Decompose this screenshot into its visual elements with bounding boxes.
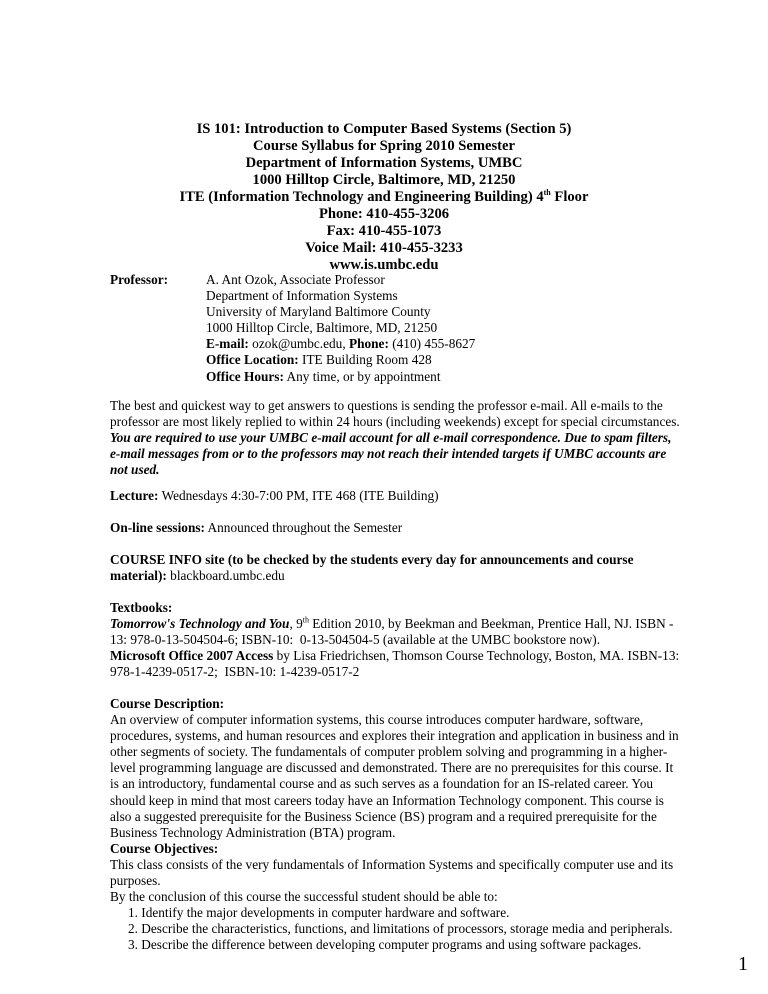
text-segment: level programming language are discussed and demonstrated. There are no prerequisites for this course. It [110, 760, 674, 776]
text-line [110, 776, 750, 792]
text-segment: other segments of society. The fundamentals of computer problem solving and programming in a higher- [110, 744, 668, 760]
text-line [206, 304, 768, 320]
text-segment: 1000 Hilltop Circle, Baltimore, MD, 21250 [206, 320, 438, 336]
text-segment: 978-1-4239-0517-2; ISBN-10: 1-4239-0517-2 [110, 664, 360, 680]
document-header [0, 121, 768, 274]
course-info-site [110, 552, 750, 584]
text-segment: , 9 [289, 616, 303, 632]
text-line [0, 155, 768, 172]
text-line [0, 189, 768, 206]
textbooks-section [110, 600, 750, 680]
text-line [110, 568, 750, 584]
text-line [206, 369, 768, 385]
text-segment: ITE (Information Technology and Engineering Building) 4 [179, 189, 544, 205]
text-segment: Phone: 410-455-3206 [318, 206, 450, 222]
text-line [110, 446, 750, 462]
text-line [110, 825, 750, 841]
text-segment: Announced throughout the Semester [204, 520, 403, 535]
text-segment: material): [110, 568, 167, 584]
text-segment: Tomorrow's Technology and You [110, 616, 290, 632]
text-line [110, 600, 750, 616]
text-segment: The best and quickest way to get answers to questions is sending the professor e-mail. All e-mails to the [110, 398, 663, 413]
text-segment: Wednesdays 4:30-7:00 PM, ITE 468 (ITE Building) [158, 488, 439, 503]
text-line [110, 696, 750, 712]
text-segment: Textbooks: [110, 600, 173, 615]
text-segment: Voice Mail: 410-455-3233 [305, 240, 463, 256]
objective-item: 1. Identify the major developments in computer hardware and software. [128, 905, 510, 920]
text-line [206, 272, 768, 288]
text-line [110, 632, 750, 648]
text-segment: Microsoft Office 2007 Access [110, 648, 274, 664]
text-line [110, 712, 750, 728]
text-segment: E-mail: [206, 336, 249, 352]
text-segment: blackboard.umbc.edu [166, 568, 285, 584]
text-segment: This class consists of the very fundamentals of Information Systems and specifically computer use and its [110, 856, 674, 872]
text-line [110, 809, 750, 825]
text-line [110, 462, 750, 478]
text-segment: You are required to use your UMBC e-mail account for all e-mail correspondence. Due to spam filters, [110, 430, 672, 446]
text-segment: Department of Information Systems [206, 288, 398, 304]
text-line [110, 430, 750, 446]
text-line [110, 744, 750, 760]
text-line [110, 616, 750, 632]
text-segment: not used. [110, 462, 160, 478]
text-line [110, 841, 750, 857]
text-line [110, 760, 750, 776]
text-segment: www.is.umbc.edu [329, 257, 439, 273]
text-line [206, 320, 768, 336]
text-segment: Fax: 410-455-1073 [326, 223, 442, 239]
page-number: 1 [738, 953, 748, 975]
text-segment: e-mail messages from or to the professors may not reach their intended targets if UMBC accounts are [110, 446, 667, 462]
text-line [206, 288, 768, 304]
text-line [110, 414, 750, 430]
text-segment: Office Location: [206, 352, 299, 368]
text-segment: IS 101: Introduction to Computer Based Systems (Section 5) [196, 121, 572, 137]
professor-label: Professor: [110, 272, 169, 287]
lecture-info [110, 488, 750, 504]
text-line [110, 857, 750, 873]
email-policy [110, 398, 750, 478]
course-description [110, 696, 750, 905]
text-segment: procedures, systems, and human resources and explores their integration and application in business and in [110, 728, 679, 744]
text-segment: Course Objectives: [110, 840, 219, 856]
text-segment: Business Technology Administration (BTA) program. [110, 824, 396, 840]
text-line [0, 223, 768, 240]
text-line [0, 138, 768, 155]
text-line [0, 121, 768, 138]
online-sessions [110, 520, 750, 536]
text-line [110, 520, 750, 536]
text-segment: 1000 Hilltop Circle, Baltimore, MD, 21250 [252, 172, 516, 188]
text-line [0, 172, 768, 189]
text-segment: Department of Information Systems, UMBC [245, 155, 523, 171]
text-line [110, 728, 750, 744]
text-segment: Lecture: [110, 488, 159, 503]
text-segment: th [543, 188, 551, 198]
text-line [110, 488, 750, 504]
text-segment: COURSE INFO site (to be checked by the students every day for announcements and course [110, 552, 634, 567]
text-segment: ITE Building Room 428 [298, 352, 432, 368]
text-segment: Any time, or by appointment [283, 368, 441, 384]
text-segment: is an introductory, fundamental course and as such serves as a foundation for an IS-related career. You [110, 776, 654, 792]
text-segment: should keep in mind that most careers today have an Information Technology component. This course is [110, 792, 664, 808]
text-segment: On-line sessions: [110, 520, 205, 535]
text-segment: Floor [550, 189, 589, 205]
objective-item: 2. Describe the characteristics, functions, and limitations of processors, storage media and peripherals. [128, 921, 673, 937]
text-line [110, 552, 750, 568]
text-segment: Course Syllabus for Spring 2010 Semester [252, 138, 516, 154]
text-segment: Phone: [348, 336, 389, 352]
text-segment: ozok@umbc.edu, [248, 336, 349, 352]
text-segment: also a suggested prerequisite for the Business Science (BS) program and a required prerequisite for the [110, 808, 657, 824]
text-segment: Office Hours: [206, 368, 284, 384]
text-line [0, 206, 768, 223]
text-segment: by Lisa Friedrichsen, Thomson Course Technology, Boston, MA. ISBN-13: [273, 648, 680, 664]
text-line [110, 793, 750, 809]
text-line [110, 648, 750, 664]
text-line [110, 873, 750, 889]
text-segment: (410) 455-8627 [388, 336, 476, 352]
text-line [206, 352, 768, 368]
text-segment: By the conclusion of this course the successful student should be able to: [110, 889, 498, 905]
text-segment: th [302, 615, 309, 625]
text-line [206, 336, 768, 352]
text-segment: An overview of computer information systems, this course introduces computer hardware, software, [110, 712, 644, 728]
text-line [110, 398, 750, 414]
objectives-list [110, 905, 710, 953]
text-line [110, 889, 750, 905]
text-segment: Course Description: [110, 696, 225, 711]
text-segment: purposes. [110, 873, 161, 889]
objective-item: 3. Describe the difference between developing computer programs and using software packages. [128, 937, 642, 953]
text-segment: professor are most likely replied to within 24 hours (including weekends) except for special circumstances. [110, 414, 680, 430]
text-line [0, 240, 768, 257]
text-segment: University of Maryland Baltimore County [206, 304, 431, 320]
text-segment: Edition 2010, by Beekman and Beekman, Prentice Hall, NJ. ISBN - [308, 616, 674, 632]
text-segment: A. Ant Ozok, Associate Professor [206, 272, 385, 287]
professor-info [206, 272, 768, 385]
text-line [110, 664, 750, 680]
text-segment: 13: 978-0-13-504504-6; ISBN-10: 0-13-504504-5 (available at the UMBC bookstore now). [110, 632, 601, 648]
